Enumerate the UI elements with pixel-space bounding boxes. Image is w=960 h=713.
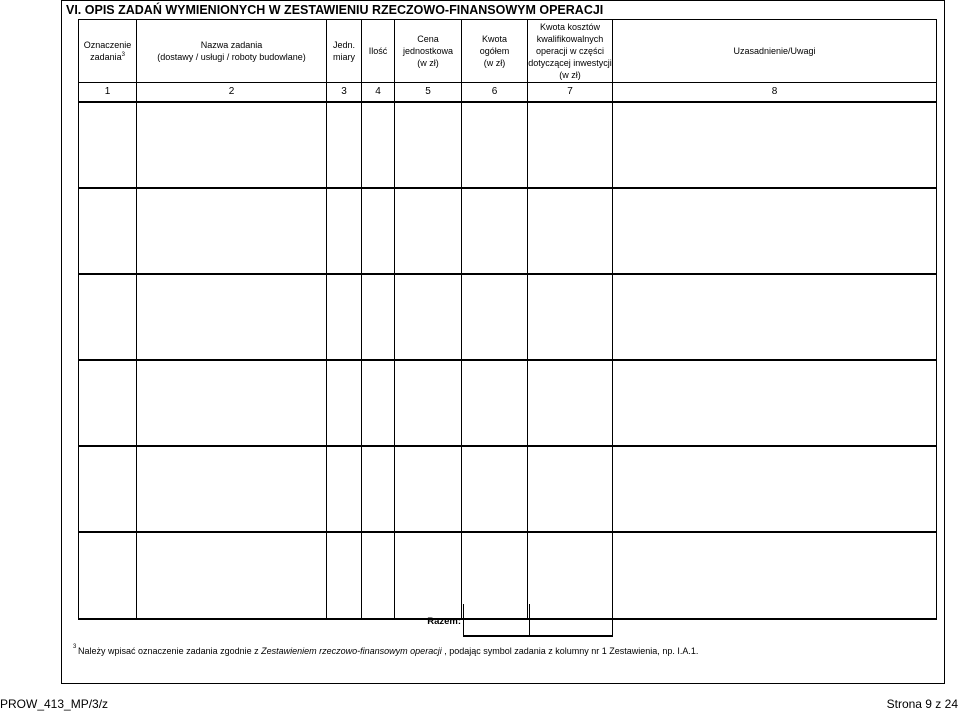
cell-eligible-costs[interactable] — [528, 102, 613, 188]
cell-eligible-costs[interactable] — [528, 446, 613, 532]
cell-justification[interactable] — [613, 188, 937, 274]
header-unit-price — [395, 20, 462, 83]
header-task-name — [137, 20, 327, 83]
cell-quantity[interactable] — [362, 446, 395, 532]
sum-separator — [529, 604, 530, 637]
cell-quantity[interactable] — [362, 274, 395, 360]
cell-unit-price[interactable] — [395, 274, 462, 360]
column-number: 3 — [327, 83, 362, 103]
header-unit-price-line3: (w zł) — [417, 58, 439, 68]
cell-justification[interactable] — [613, 274, 937, 360]
footnote-text-end: , podając symbol zadania z kolumny nr 1 Zestawienia, np. I.A.1. — [441, 646, 699, 656]
column-number: 6 — [462, 83, 528, 103]
cell-unit-price[interactable] — [395, 188, 462, 274]
cell-task-name[interactable] — [137, 360, 327, 446]
header-task-name-line1: Nazwa zadania — [200, 40, 263, 50]
cell-total-amount[interactable] — [462, 102, 528, 188]
cell-task-id[interactable] — [79, 102, 137, 188]
cell-quantity[interactable] — [362, 360, 395, 446]
footnote — [73, 646, 698, 656]
cell-task-name[interactable] — [137, 274, 327, 360]
section-title: VI. OPIS ZADAŃ WYMIENIONYCH W ZESTAWIENIU RZECZOWO-FINANSOWYM OPERACJI — [66, 3, 604, 17]
table-row — [79, 446, 937, 532]
header-quantity: Ilość — [362, 20, 395, 83]
header-task-id — [79, 20, 137, 83]
cell-quantity[interactable] — [362, 188, 395, 274]
cell-justification[interactable] — [613, 360, 937, 446]
column-number: 5 — [395, 83, 462, 103]
sum-cells — [463, 604, 613, 637]
cell-task-name[interactable] — [137, 446, 327, 532]
header-justification: Uzasadnienie/Uwagi — [613, 20, 937, 83]
cell-unit[interactable] — [327, 102, 362, 188]
header-total-amount-line1: Kwota — [481, 34, 507, 44]
cell-total-amount[interactable] — [462, 274, 528, 360]
cell-justification[interactable] — [613, 446, 937, 532]
cell-task-id[interactable] — [79, 446, 137, 532]
header-task-id-label: Oznaczenie zadania — [83, 40, 132, 62]
cell-total-amount[interactable] — [462, 360, 528, 446]
header-total-amount-line3: (w zł) — [483, 58, 506, 68]
table-row — [79, 274, 937, 360]
document-code: PROW_413_MP/3/z — [0, 697, 109, 711]
cell-quantity[interactable] — [362, 102, 395, 188]
cell-unit[interactable] — [327, 446, 362, 532]
cell-unit-price[interactable] — [395, 102, 462, 188]
cell-unit-price[interactable] — [395, 360, 462, 446]
header-eligible-costs: Kwota kosztów kwalifikowalnych operacji w części dotyczącej inwestycji (w zł) — [528, 20, 613, 83]
cell-total-amount[interactable] — [462, 446, 528, 532]
cell-task-id[interactable] — [79, 360, 137, 446]
cell-total-amount[interactable] — [462, 188, 528, 274]
cell-eligible-costs[interactable] — [528, 360, 613, 446]
footnote-ref: 3 — [121, 52, 125, 58]
cell-unit[interactable] — [327, 360, 362, 446]
cell-justification[interactable] — [613, 102, 937, 188]
table-row — [79, 102, 937, 188]
cell-unit[interactable] — [327, 188, 362, 274]
column-number: 2 — [137, 83, 327, 103]
cell-eligible-costs[interactable] — [528, 188, 613, 274]
header-task-name-line2: (dostawy / usługi / roboty budowlane) — [157, 52, 306, 62]
header-unit: Jedn. miary — [327, 20, 362, 83]
cell-task-id[interactable] — [79, 274, 137, 360]
column-number: 4 — [362, 83, 395, 103]
header-total-amount-line2: ogółem — [479, 46, 510, 56]
header-unit-price-line1: Cena — [417, 34, 439, 44]
footnote-text-start: Należy wpisać oznaczenie zadania zgodnie z — [78, 646, 262, 656]
footnote-number: 3 — [73, 644, 77, 650]
header-total-amount — [462, 20, 528, 83]
cell-unit-price[interactable] — [395, 446, 462, 532]
footnote-text-italic: Zestawieniem rzeczowo-finansowym operacji — [261, 646, 442, 656]
cell-task-name[interactable] — [137, 102, 327, 188]
tasks-table — [78, 19, 937, 620]
column-number: 1 — [79, 83, 137, 103]
column-number: 8 — [613, 83, 937, 103]
column-number: 7 — [528, 83, 613, 103]
table-row — [79, 360, 937, 446]
table-row — [79, 188, 937, 274]
sum-row — [78, 604, 936, 638]
header-unit-price-line2: jednostkowa — [402, 46, 454, 56]
cell-unit[interactable] — [327, 274, 362, 360]
cell-task-name[interactable] — [137, 188, 327, 274]
sum-label: Razem: — [427, 616, 461, 627]
cell-eligible-costs[interactable] — [528, 274, 613, 360]
cell-task-id[interactable] — [79, 188, 137, 274]
page-number: Strona 9 z 24 — [886, 697, 958, 711]
